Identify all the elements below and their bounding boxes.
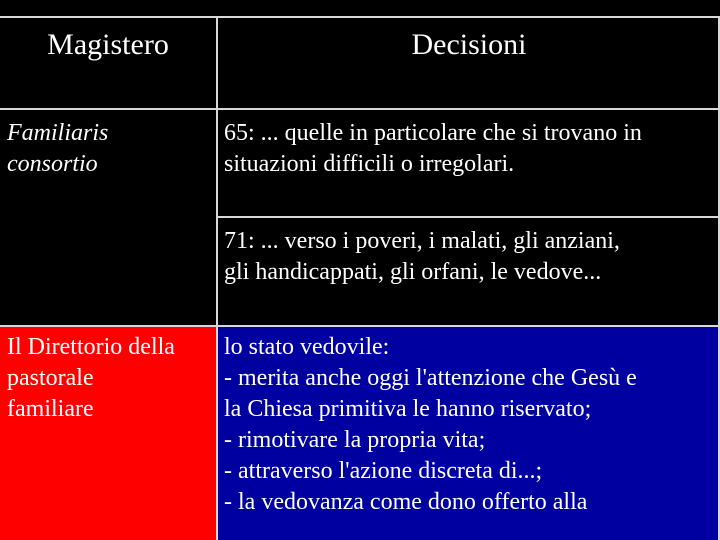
header-decisioni [218, 18, 720, 108]
decisione-line: - merita anche oggi l'attenzione che Gesù e [224, 365, 637, 391]
decisione-line: la Chiesa primitiva le hanno riservato; [224, 396, 592, 422]
decisione-line: 71: ... verso i poveri, i malati, gli anziani, [224, 228, 620, 254]
header-magistero [0, 18, 216, 108]
cell-stato-vedovile [218, 327, 720, 540]
magistero-line: Il Direttorio della [7, 334, 175, 360]
grid-line-row1-split [218, 216, 720, 218]
magistero-line: Familiaris [7, 120, 109, 146]
decisione-line: lo stato vedovile: [224, 334, 390, 360]
grid-line-column-divider [216, 16, 218, 540]
grid-line-header-bottom [0, 108, 720, 110]
decisione-line: 65: ... quelle in particolare che si trovano in [224, 120, 642, 146]
decisione-line: situazioni difficili o irregolari. [224, 151, 515, 177]
decisione-line: - la vedovanza come dono offerto alla [224, 489, 588, 515]
cell-decisione-71 [218, 218, 720, 325]
cell-familiaris-consortio [0, 110, 216, 325]
cell-direttorio-pastorale [0, 327, 216, 540]
decisione-line: - attraverso l'azione discreta di...; [224, 458, 543, 484]
grid-line-row1-bottom [0, 325, 720, 327]
decisione-line: gli handicappati, gli orfani, le vedove... [224, 259, 602, 285]
magistero-line: pastorale [7, 365, 94, 391]
header-magistero-label: Magistero [47, 28, 169, 61]
header-decisioni-label: Decisioni [411, 28, 527, 61]
grid-line-top [0, 16, 720, 18]
decisione-line: - rimotivare la propria vita; [224, 427, 486, 453]
cell-decisione-65 [218, 110, 720, 216]
magistero-line: consortio [7, 151, 98, 177]
magistero-line: familiare [7, 396, 94, 422]
